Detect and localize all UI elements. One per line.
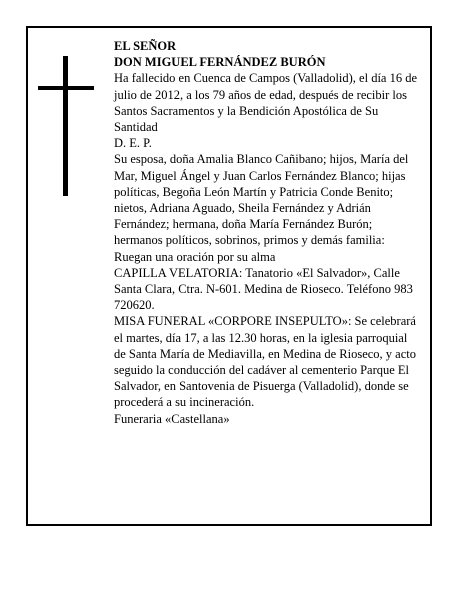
family-list: Su esposa, doña Amalia Blanco Cañibano; hijos, María del Mar, Miguel Ángel y Juan Carlos Fernández Blanco; hijas políticas, Begoña León Martín y Patricia Conde Benito; nietos, Adriana Aguado, Sheila Fernández y Adrián Fernández; hermana, doña María Fernández Burón; hermanos políticos, sobrinos, primos y demás familia: bbox=[114, 152, 409, 248]
funeral-mass-info: MISA FUNERAL «CORPORE INSEPULTO»: Se celebrará el martes, día 17, a las 12.30 horas, en la iglesia parroquial de Santa María de Mediavilla, en Medina de Rioseco, y acto seguido la conducción del cadáver al cementerio Parque El Salvador, en Santovenia de Pisuerga (Valladolid), donde se procederá a su incineración. bbox=[114, 314, 416, 410]
rip-text: D. E. P. bbox=[114, 136, 152, 151]
prayer-request: Ruegan una oración por su alma bbox=[114, 249, 276, 264]
cross-horizontal-bar bbox=[38, 86, 94, 90]
title-line-1: EL SEÑOR bbox=[114, 39, 177, 53]
chapel-info: CAPILLA VELATORIA: Tanatorio «El Salvador», Calle Santa Clara, Ctra. N-601. Medina de Rioseco. Teléfono 983 720620. bbox=[114, 265, 413, 313]
obituary-text bbox=[114, 38, 418, 427]
deceased-name: DON MIGUEL FERNÁNDEZ BURÓN bbox=[114, 55, 326, 70]
funeral-home: Funeraria «Castellana» bbox=[114, 411, 230, 426]
cross-vertical-bar bbox=[63, 56, 68, 196]
death-announcement: Ha fallecido en Cuenca de Campos (Valladolid), el día 16 de julio de 2012, a los 79 años de edad, después de recibir los Santos Sacramentos y la Bendición Apostólica de Su Santidad bbox=[114, 71, 418, 135]
